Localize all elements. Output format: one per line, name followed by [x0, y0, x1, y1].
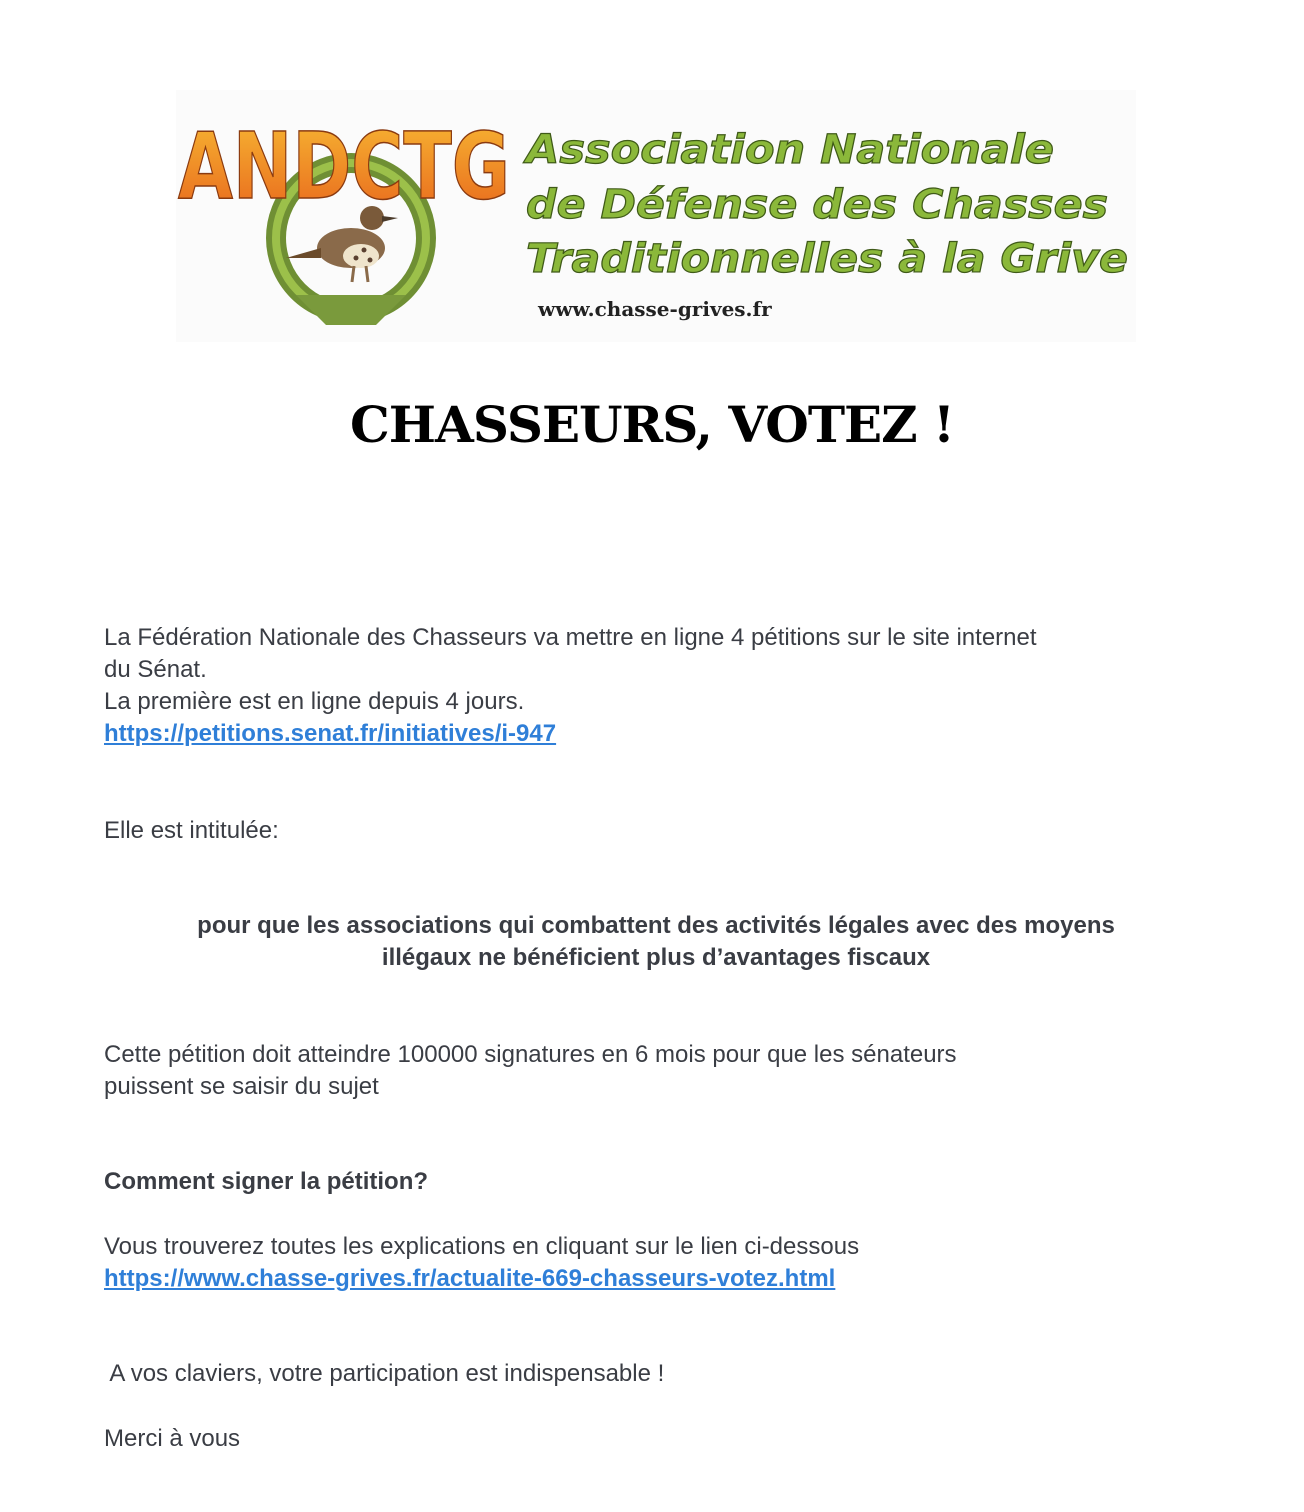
goal-line-1: Cette pétition doit atteindre 100000 signatures en 6 mois pour que les sénateurs [104, 1041, 957, 1068]
petition-title-line-2: illégaux ne bénéficient plus d’avantages fiscaux [381, 944, 931, 971]
logo-line-3: Traditionnelles à la Grive [526, 236, 1128, 282]
logo-graphic [176, 90, 1136, 342]
intro-line-3: La première est en ligne depuis 4 jours. [104, 688, 525, 715]
petition-title-line-1: pour que les associations qui combattent des activités légales avec des moyens [197, 912, 1115, 939]
andctg-logo [176, 90, 1136, 342]
logo-acronym: ANDCTG [178, 113, 510, 220]
howto-heading: Comment signer la pétition? [104, 1168, 429, 1195]
petition-link-paragraph [104, 718, 1204, 750]
page-title: CHASSEURS, VOTEZ ! [350, 395, 954, 454]
goal-line-2: puissent se saisir du sujet [104, 1073, 379, 1100]
howto-link-paragraph [104, 1263, 1204, 1295]
logo-line-2: de Défense des Chasses [526, 182, 1108, 228]
chasse-grives-link[interactable]: https://www.chasse-grives.fr/actualite-669-chasseurs-votez.html [104, 1265, 836, 1292]
intitulee-text: Elle est intitulée: [104, 817, 279, 844]
thanks-text: Merci à vous [104, 1425, 241, 1452]
logo-line-1: Association Nationale [522, 127, 1054, 173]
logo-url: www.chasse-grives.fr [538, 297, 772, 321]
intro-line-2: du Sénat. [104, 656, 207, 683]
howto-text: Vous trouverez toutes les explications en cliquant sur le lien ci-dessous [104, 1233, 860, 1260]
intro-line-1: La Fédération Nationale des Chasseurs va mettre en ligne 4 pétitions sur le site internet [104, 624, 1037, 651]
call-to-action: A vos claviers, votre participation est indispensable ! [104, 1360, 665, 1387]
petition-link[interactable]: https://petitions.senat.fr/initiatives/i-947 [104, 720, 557, 747]
